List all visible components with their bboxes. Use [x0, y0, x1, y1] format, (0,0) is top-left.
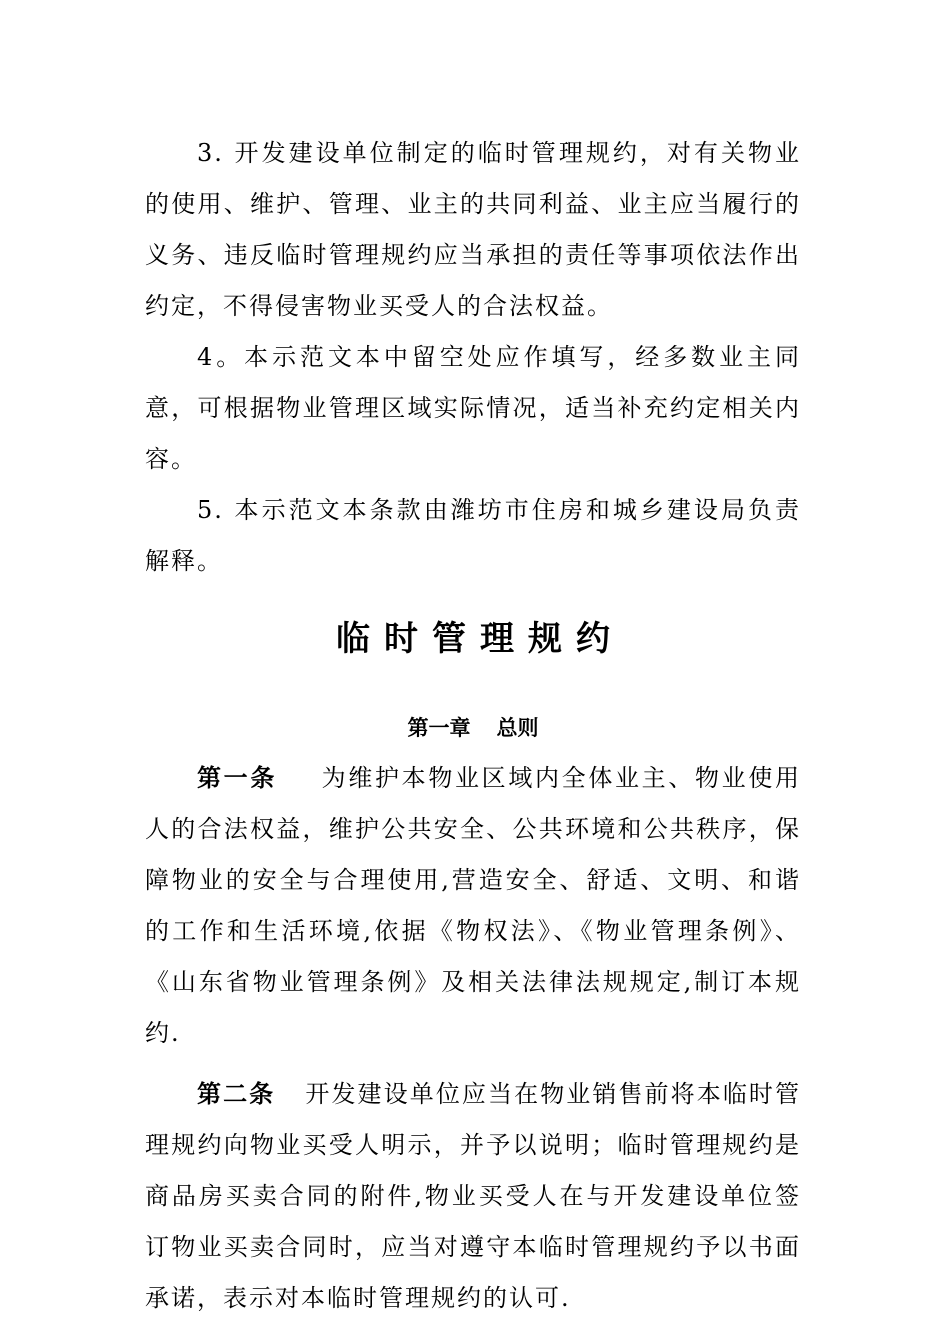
- document-title: 临时管理规约: [336, 619, 624, 659]
- article-1-text: 为维护本物业区域内全体业主、物业使用人的合法权益，维护公共安全、公共环境和公共秩序，保障物业的安全与合理使用,营造安全、舒适、文明、和谐的工作和生活环境,依据《物权法》、《物业管理条例》、《山东省物业管理条例》及相关法律法规规定,制订本规约.: [145, 764, 801, 1047]
- note-paragraph-4: 4。本示范文本中留空处应作填写，经多数业主同意，可根据物业管理区域实际情况，适当补充约定相关内容。: [145, 343, 801, 473]
- article-1: [145, 753, 801, 1059]
- document-body: [145, 128, 801, 1324]
- note-paragraph-5: 5. 本示范文本条款由潍坊市住房和城乡建设局负责解释。: [145, 496, 801, 575]
- chapter-name: 总则: [496, 716, 539, 740]
- chapter-number: 第一章: [407, 716, 471, 740]
- article-2-text: 开发建设单位应当在物业销售前将本临时管理规约向物业买受人明示，并予以说明；临时管理规约是商品房买卖合同的附件,物业买受人在与开发建设单位签订物业买卖合同时，应当对遵守本临时管理规约予以书面承诺，表示对本临时管理规约的认可.: [145, 1080, 802, 1312]
- article-2-label: 第二条: [197, 1080, 276, 1108]
- note-paragraph-3: 3. 开发建设单位制定的临时管理规约，对有关物业的使用、维护、管理、业主的共同利益、业主应当履行的义务、违反临时管理规约应当承担的责任等事项依法作出约定，不得侵害物业买受人的合法权益。: [145, 139, 801, 320]
- chapter-heading: [145, 709, 801, 747]
- article-2: [145, 1069, 801, 1324]
- article-1-label: 第一条: [197, 764, 277, 792]
